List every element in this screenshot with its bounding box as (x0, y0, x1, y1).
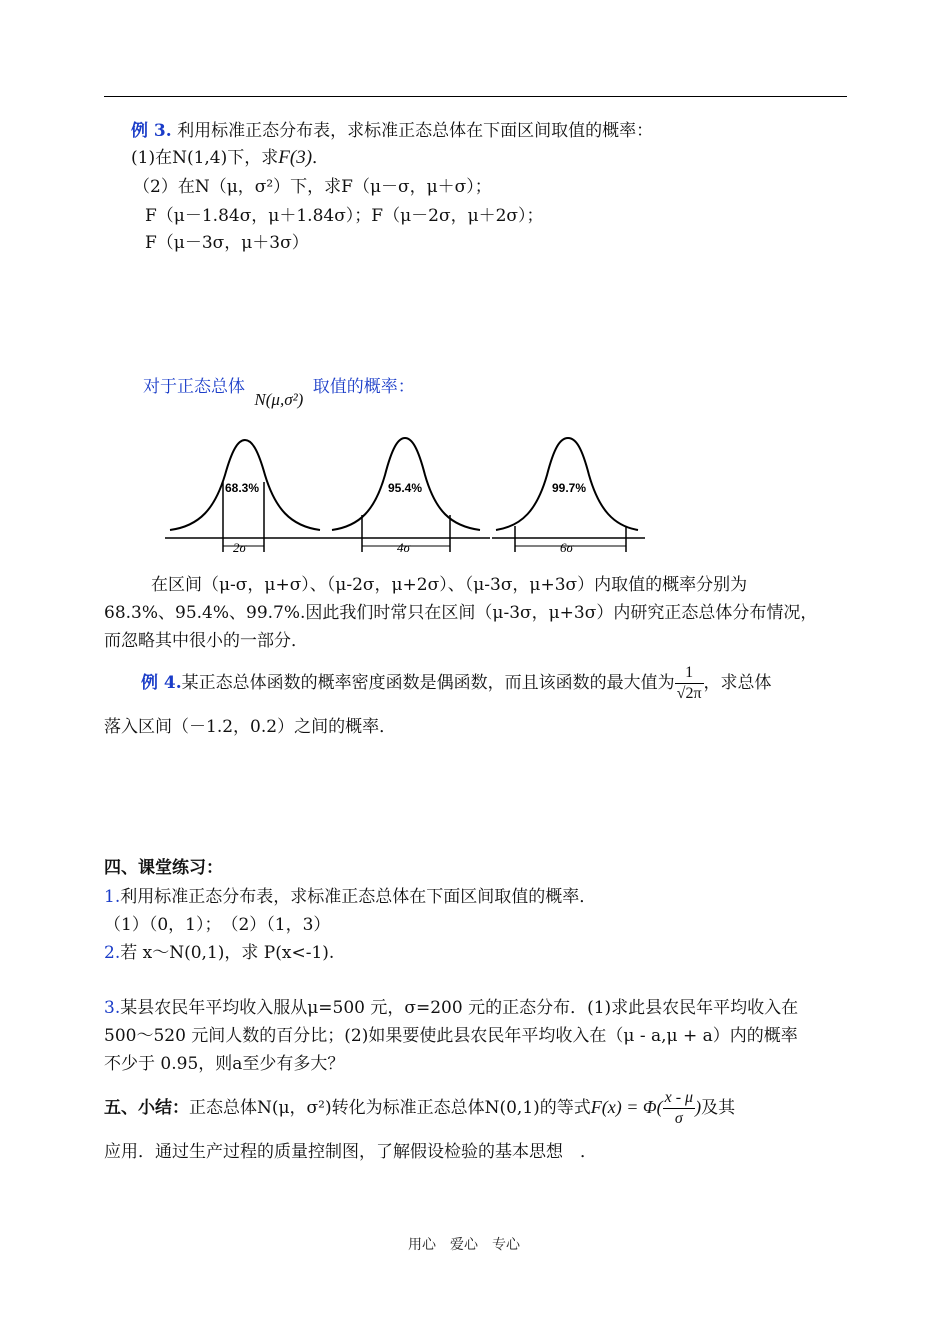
section4-item3-line1-text: 某县农民年平均收入服从μ=500 元，σ=200 元的正态分布．(1)求此县农民年平均收入在 (120, 998, 799, 1018)
example4-label: 例 4. (141, 673, 182, 693)
example3-q3: F（μ－1.84σ，μ＋1.84σ）；F（μ－2σ，μ＋2σ）； (145, 206, 544, 226)
section4-title: 四、课堂练习： (104, 858, 223, 878)
section5-formula-den: σ (674, 1110, 683, 1127)
example3-q1-end: ． (312, 148, 330, 168)
section5-line1 (104, 1086, 735, 1129)
normal-intro-formula: N(μ,σ²) (254, 390, 304, 409)
example3-q1-text: (1)在N(1,4)下，求 (131, 148, 279, 168)
section5-formula-left: F(x) = Φ( (590, 1097, 663, 1117)
normal-intro-text-end: 取值的概率： (312, 377, 415, 397)
para1-line1: 在区间（μ-σ，μ+σ）、（μ-2σ，μ+2σ）、（μ-3σ，μ+3σ）内取值的概率分别为 (151, 575, 748, 595)
normal-curves-figure (160, 430, 650, 560)
example3-q4: F（μ－3σ，μ＋3σ） (145, 233, 309, 253)
example3-text: 利用标准正态分布表，求标准正态总体在下面区间取值的概率： (177, 121, 654, 141)
curve-3 (492, 438, 645, 555)
curve-2-width-label: 4σ (397, 540, 410, 555)
curve-1 (165, 440, 328, 555)
example4-text: 某正态总体函数的概率密度函数是偶函数，而且该函数的最大值为 (181, 673, 675, 693)
example4-line1 (141, 662, 772, 704)
section5-formula-right: ) (695, 1097, 702, 1117)
example3-q1 (131, 147, 329, 169)
example4-frac-num: 1 (675, 663, 704, 684)
section4-item3-line1 (104, 997, 798, 1019)
example3-heading (131, 120, 653, 142)
section4-item1-num: 1. (104, 887, 121, 907)
section4-item1 (104, 886, 596, 908)
section5-text-end: 及其 (701, 1098, 736, 1118)
curve-2 (328, 438, 490, 555)
curve-1-width-label: 2σ (233, 540, 246, 555)
curve-2-percent: 95.4% (388, 481, 423, 495)
example4-line2: 落入区间（－1.2，0.2）之间的概率． (104, 717, 397, 737)
section5-formula-num: x - μ (663, 1088, 695, 1109)
footer: 用心 爱心 专心 (408, 1237, 520, 1253)
example4-fraction (675, 663, 704, 704)
para1-line3: 而忽略其中很小的一部分． (104, 631, 308, 651)
section4-item1-text: 利用标准正态分布表，求标准正态总体在下面区间取值的概率． (120, 887, 597, 907)
normal-intro (143, 376, 415, 409)
section5-line2: 应用．通过生产过程的质量控制图，了解假设检验的基本思想 ． (104, 1142, 597, 1162)
example3-q1-expr: F(3) (278, 147, 313, 168)
section4-item3-num: 3. (104, 998, 121, 1018)
curve-1-percent: 68.3% (225, 481, 260, 495)
curve-3-percent: 99.7% (552, 481, 587, 495)
section4-item2 (104, 942, 334, 964)
section4-item2-num: 2. (104, 943, 121, 963)
curve-3-width-label: 6σ (560, 540, 573, 555)
para1-line2: 68.3%、95.4%、99.7%.因此我们时常只在区间（μ-3σ，μ+3σ）内研究正态总体分布情况， (104, 603, 818, 623)
section4-item2-text: 若 x～N(0,1)，求 P(x<-1). (120, 943, 335, 963)
section4-item3-line3: 不少于 0.95，则a至少有多大？ (104, 1054, 345, 1074)
normal-intro-text: 对于正态总体 (143, 377, 245, 397)
section5-title: 五、小结： (104, 1098, 189, 1118)
example3-q2: （2）在N（μ，σ²）下，求F（μ－σ，μ＋σ）； (133, 177, 492, 197)
example4-frac-den: √2π (676, 685, 702, 702)
section4-item1-parts: （1）（0，1）； （2）（1，3） (104, 915, 331, 935)
header-rule (104, 96, 847, 97)
example3-label: 例 3. (131, 121, 172, 141)
example4-text-end: ，求总体 (703, 673, 772, 693)
section5-fraction (663, 1088, 695, 1129)
section4-item3-line2: 500～520 元间人数的百分比；(2)如果要使此县农民年平均收入在（μ - a,μ + a）内的概率 (104, 1026, 798, 1046)
section5-text: 正态总体N(μ，σ²)转化为标准正态总体N(0,1)的等式 (189, 1098, 591, 1118)
